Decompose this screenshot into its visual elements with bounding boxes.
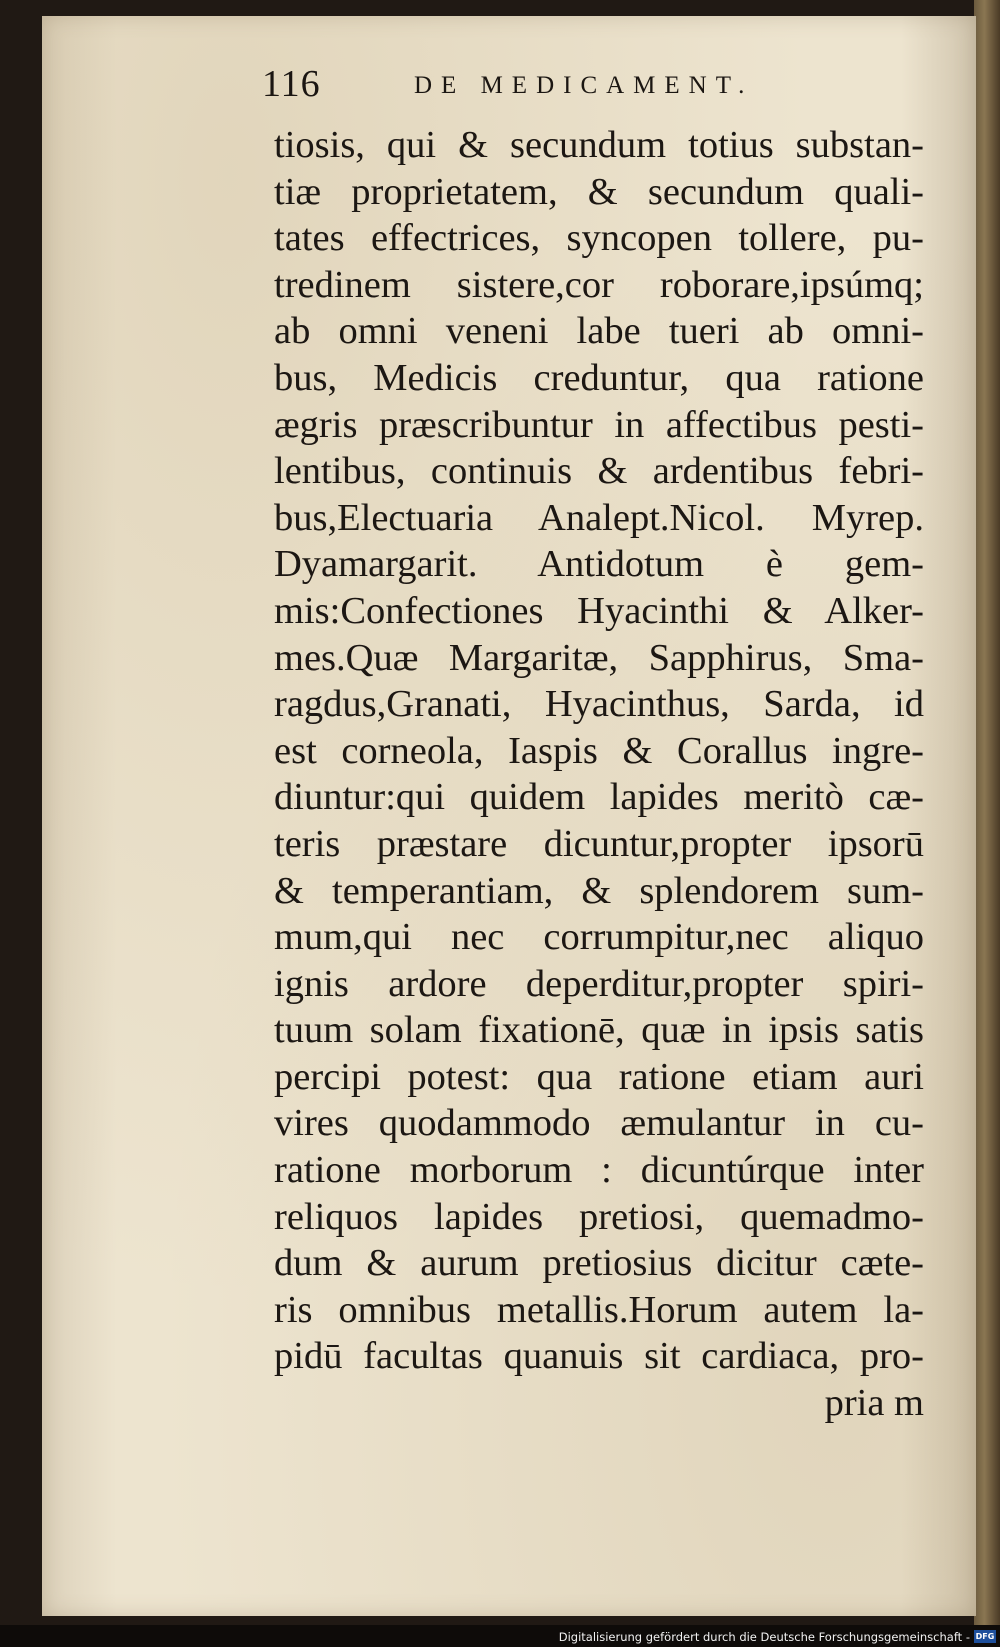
text-line: ignis ardore deperditur,propter spiri- [274,962,924,1005]
text-line: ratione morborum : dicuntúrque inter [274,1149,924,1192]
catchword: pria m [824,1382,924,1425]
text-line: bus,Electuaria Analept.Nicol. Myrep. [274,496,924,539]
text-line: tiæ proprietatem, & secundum quali- [274,170,924,213]
text-line: bus, Medicis creduntur, qua ratione [274,356,924,399]
body-text [274,122,924,1427]
text-line: lentibus, continuis & ardentibus febri- [274,450,924,493]
dfg-logo: DFG [975,1632,995,1641]
text-line: est corneola, Iaspis & Corallus ingre- [274,729,924,772]
text-line: tredinem sistere,cor roborare,ipsúmq; [274,263,924,306]
text-line: teris præstare dicuntur,propter ipsorū [274,822,924,865]
text-line: percipi potest: qua ratione etiam auri [274,1055,924,1098]
text-line: pidū facultas quanuis sit cardiaca, pro- [274,1335,924,1378]
text-line: tates effectrices, syncopen tollere, pu- [274,217,924,260]
digitization-footer [0,1625,1000,1647]
text-line: ragdus,Granati, Hyacinthus, Sarda, id [274,683,924,726]
text-line: diuntur:qui quidem lapides meritò cæ- [274,776,924,819]
running-head: DE MEDICAMENT. [414,72,754,99]
text-line: reliquos lapides pretiosi, quemadmo- [274,1195,924,1238]
funding-credit: Digitalisierung gefördert durch die Deutsche Forschungsgemeinschaft - [558,1630,970,1644]
text-line: mum,qui nec corrumpitur,nec aliquo [274,916,924,959]
text-line: mis:Confectiones Hyacinthi & Alker- [274,589,924,632]
text-line: tiosis, qui & secundum totius substan- [274,124,924,166]
text-line: Dyamargarit. Antidotum è gem- [274,543,924,586]
text-line: ægris præscribuntur in affectibus pesti- [274,403,924,446]
text-line: tuum solam fixationē, quæ in ipsis satis [274,1009,924,1052]
page-header [262,62,822,112]
page-number: 116 [262,63,321,105]
text-line: vires quodammodo æmulantur in cu- [274,1102,924,1145]
text-line: & temperantiam, & splendorem sum- [274,869,924,912]
text-line: dum & aurum pretiosius dicitur cæte- [274,1242,924,1285]
text-line: mes.Quæ Margaritæ, Sapphirus, Sma- [274,636,924,679]
book-edge [974,0,1000,1625]
text-line: ab omni veneni labe tueri ab omni- [274,310,924,353]
text-line: ris omnibus metallis.Horum autem la- [274,1288,924,1331]
